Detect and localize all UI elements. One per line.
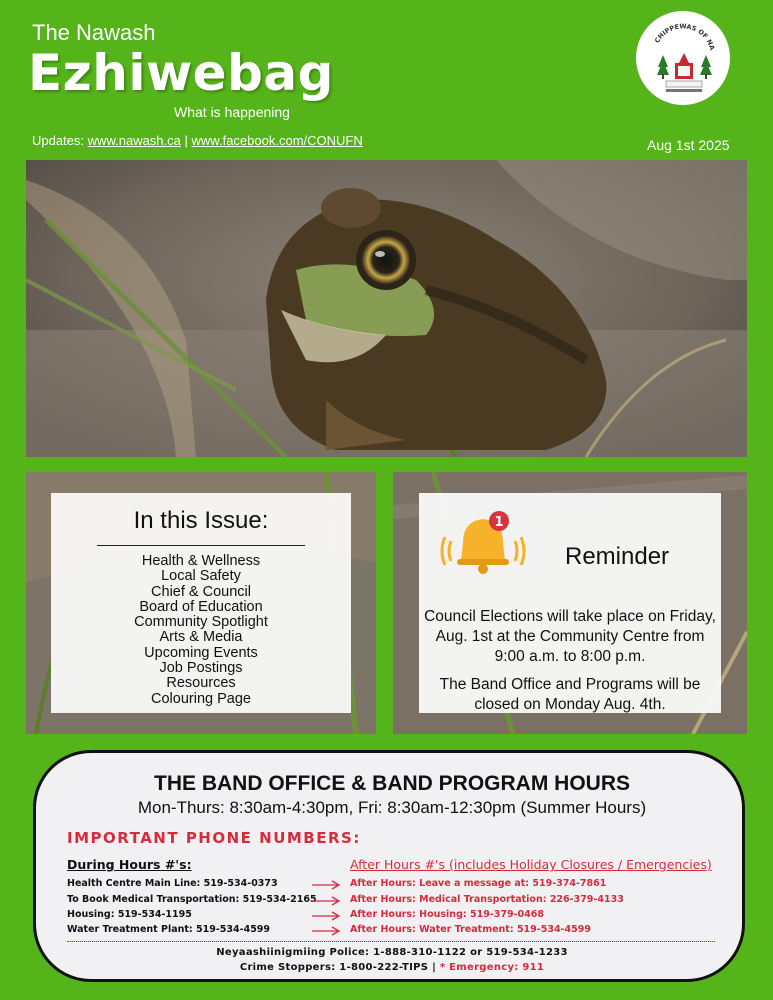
issue-divider (97, 545, 305, 546)
reminder-panel (393, 472, 747, 734)
during-row: Health Centre Main Line: 519-534-0373 (67, 878, 278, 889)
after-row: After Hours: Water Treatment: 519-534-4599 (350, 924, 591, 935)
issue-item[interactable]: Job Postings (159, 660, 243, 677)
band-seal-logo (636, 11, 730, 105)
arrow-right-icon (312, 926, 342, 936)
issue-card (51, 493, 351, 713)
during-row: Housing: 519-534-1195 (67, 909, 192, 920)
dotted-divider (67, 941, 715, 942)
bell-icon (439, 507, 527, 577)
bell-badge: 1 (494, 515, 504, 530)
reminder-closure-text: The Band Office and Programs will be closed on Monday Aug. 4th. (439, 676, 701, 713)
reminder-card (419, 493, 721, 713)
issue-item[interactable]: Resources (166, 675, 236, 692)
during-row: Water Treatment Plant: 519-534-4599 (67, 924, 271, 935)
masthead-tagline: What is happening (174, 104, 290, 120)
after-row: After Hours: Housing: 519-379-0468 (350, 909, 544, 920)
issue-item[interactable]: Local Safety (161, 568, 241, 585)
hero-frog-photo (26, 160, 747, 457)
during-hours-heading: During Hours #'s: (67, 857, 192, 872)
issue-list (51, 554, 351, 707)
hours-title: THE BAND OFFICE & BAND PROGRAM HOURS (154, 772, 630, 795)
after-row: After Hours: Medical Transportation: 226-379-4133 (350, 894, 624, 905)
after-row: After Hours: Leave a message at: 519-374-7861 (350, 878, 607, 889)
in-this-issue-panel (26, 472, 376, 734)
issue-item[interactable]: Chief & Council (151, 583, 251, 600)
arrow-right-icon (312, 880, 342, 890)
reminder-heading: Reminder (565, 543, 670, 570)
issue-item[interactable]: Health & Wellness (141, 553, 261, 569)
updates-line (32, 133, 363, 148)
during-row: To Book Medical Transportation: 519-534-2165 (67, 894, 317, 905)
masthead-subtitle: The Nawash (32, 20, 156, 45)
issue-item[interactable]: Upcoming Events (144, 644, 258, 661)
facebook-link[interactable]: www.facebook.com/CONUFN (191, 133, 363, 148)
arrow-right-icon (312, 896, 342, 906)
issue-item[interactable]: Community Spotlight (134, 614, 268, 631)
arrow-right-icon (312, 911, 342, 921)
issue-item[interactable]: Arts & Media (159, 629, 243, 646)
issue-item[interactable]: Colouring Page (151, 690, 251, 707)
nawash-website-link[interactable]: www.nawash.ca (87, 133, 181, 148)
reminder-election-text: Council Elections will take place on Friday, Aug. 1st at the Community Centre from 9:00 a.m. to 8:00 p.m. (424, 608, 716, 665)
updates-separator: | (184, 133, 188, 148)
logo-arc-text: CHIPPEWAS OF NA (653, 22, 717, 51)
crime-stoppers-number: Crime Stoppers: 1-800-222-TIPS (239, 962, 429, 973)
footer-separator: | (432, 962, 437, 973)
updates-label: Updates: (32, 133, 85, 148)
issue-item[interactable]: Board of Education (139, 598, 263, 615)
emergency-number: * Emergency: 911 (439, 962, 545, 973)
issue-heading: In this Issue: (133, 507, 269, 534)
band-office-hours-box (33, 750, 745, 982)
masthead-title: Ezhiwebag (28, 44, 334, 102)
crime-emergency-line (36, 962, 748, 973)
phone-numbers-heading: IMPORTANT PHONE NUMBERS: (67, 829, 361, 847)
hours-subtitle: Mon-Thurs: 8:30am-4:30pm, Fri: 8:30am-12:30pm (Summer Hours) (137, 798, 647, 817)
after-hours-heading: After Hours #'s (includes Holiday Closures / Emergencies) (350, 857, 712, 872)
issue-date: Aug 1st 2025 (647, 137, 730, 153)
police-number: Neyaashiinigmiing Police: 1-888-310-1122 or 519-534-1233 (216, 947, 568, 958)
